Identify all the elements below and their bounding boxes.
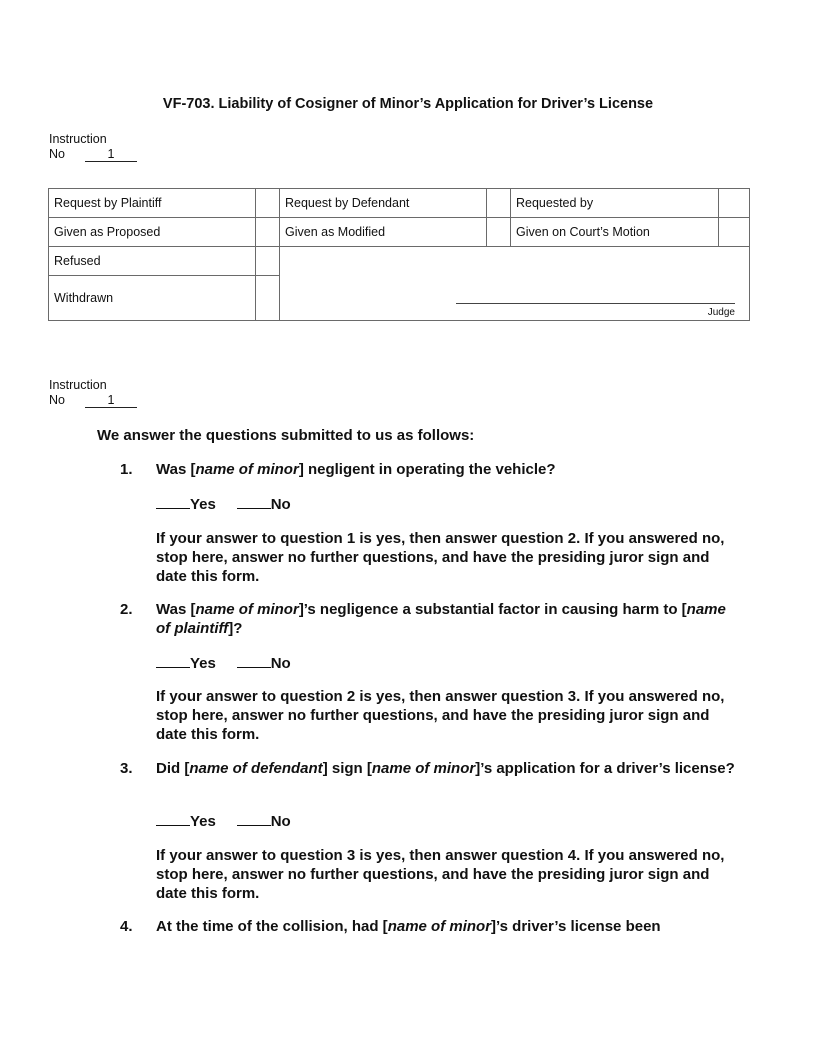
question-text: At the time of the collision, had [name of minor]’s driver’s license been [156, 918, 661, 935]
yes-label: Yes [190, 813, 216, 830]
question-number: 1. [120, 461, 133, 478]
instruction-no-label: No [49, 146, 65, 161]
given-as-proposed-box[interactable] [256, 218, 280, 247]
judge-label: Judge [707, 307, 735, 318]
withdrawn-box[interactable] [256, 276, 280, 321]
question-text: Was [name of minor]’s negligence a substantial factor in causing harm to [name of plaintiff]? [156, 601, 726, 637]
no-blank[interactable] [237, 653, 271, 668]
yes-blank[interactable] [156, 494, 190, 509]
request-disposition-table [48, 188, 750, 321]
request-by-plaintiff-box[interactable] [256, 189, 280, 218]
yes-label: Yes [190, 655, 216, 672]
given-on-courts-motion-box[interactable] [719, 218, 750, 247]
question-1-followup: If your answer to question 1 is yes, then answer question 2. If you answered no, stop here, answer no further questions, and have the presiding juror sign and date this form. [156, 530, 725, 585]
request-by-defendant-label: Request by Defendant [280, 189, 487, 218]
no-label: No [270, 813, 291, 830]
question-3-followup: If your answer to question 3 is yes, then answer question 4. If you answered no, stop here, answer no further questions, and have the presiding juror sign and date this form. [156, 847, 725, 902]
answer-1-options [156, 494, 291, 514]
yes-blank[interactable] [156, 653, 190, 668]
judge-signature-line[interactable] [456, 303, 735, 304]
question-2-followup: If your answer to question 2 is yes, then answer question 3. If you answered no, stop here, answer no further questions, and have the presiding juror sign and date this form. [156, 688, 725, 743]
refused-label: Refused [49, 247, 256, 276]
verdict-intro: We answer the questions submitted to us as follows: [97, 427, 475, 444]
question-number: 3. [120, 760, 133, 777]
instruction-number-header-2 [49, 378, 137, 408]
yes-blank[interactable] [156, 811, 190, 826]
no-label: No [270, 496, 291, 513]
instruction-label: Instruction [49, 378, 107, 392]
given-on-courts-motion-label: Given on Court’s Motion [511, 218, 719, 247]
withdrawn-label: Withdrawn [49, 276, 256, 321]
instruction-number-field[interactable]: 1 [85, 148, 137, 162]
yes-label: Yes [190, 496, 216, 513]
document-title: VF-703. Liability of Cosigner of Minor’s Application for Driver’s License [162, 96, 654, 112]
no-blank[interactable] [237, 494, 271, 509]
request-by-plaintiff-label: Request by Plaintiff [49, 189, 256, 218]
answer-3-options [156, 811, 291, 831]
requested-by-label: Requested by [511, 189, 719, 218]
no-label: No [270, 655, 291, 672]
instruction-no-label: No [49, 392, 65, 407]
given-as-modified-label: Given as Modified [280, 218, 487, 247]
instruction-number-field[interactable]: 1 [85, 394, 137, 408]
instruction-label: Instruction [49, 132, 107, 146]
given-as-modified-box[interactable] [487, 218, 511, 247]
question-number: 2. [120, 601, 133, 618]
refused-box[interactable] [256, 247, 280, 276]
question-text: Did [name of defendant] sign [name of minor]’s application for a driver’s license? [156, 760, 735, 777]
question-text: Was [name of minor] negligent in operating the vehicle? [156, 461, 556, 478]
instruction-number-header [49, 132, 137, 162]
answer-2-options [156, 653, 291, 673]
given-as-proposed-label: Given as Proposed [49, 218, 256, 247]
requested-by-box[interactable] [719, 189, 750, 218]
request-by-defendant-box[interactable] [487, 189, 511, 218]
no-blank[interactable] [237, 811, 271, 826]
judge-signature-area [280, 247, 750, 321]
question-number: 4. [120, 918, 133, 935]
